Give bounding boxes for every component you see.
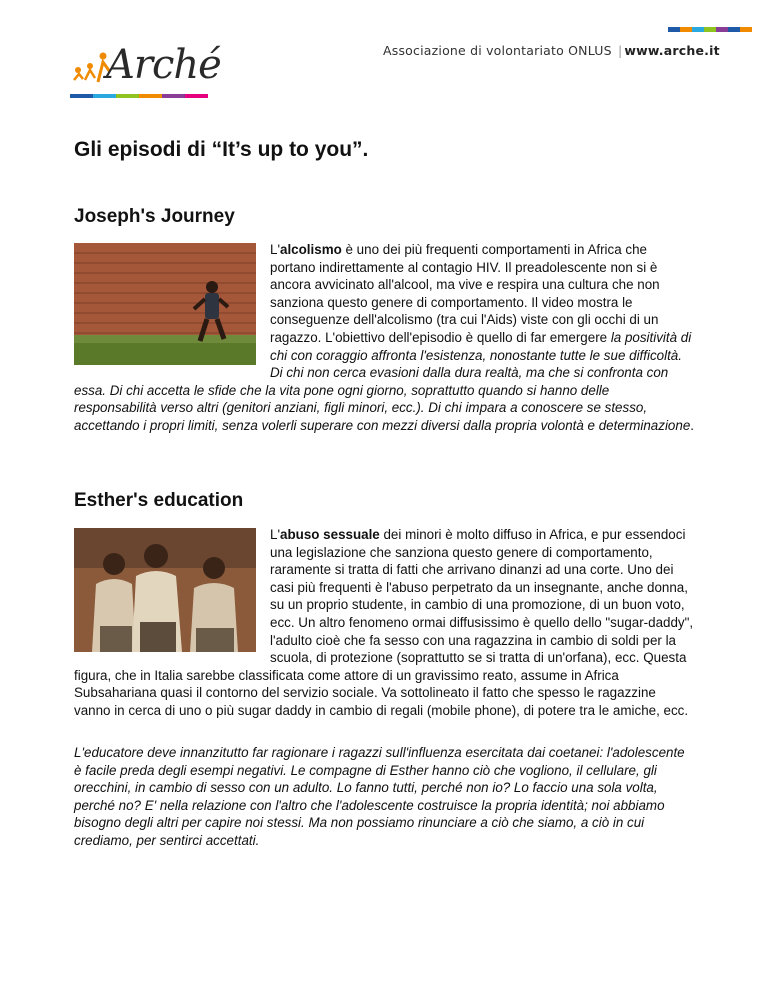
section-heading-esthers-education: Esther's education bbox=[74, 490, 244, 511]
section-heading-josephs-journey: Joseph's Journey bbox=[74, 206, 235, 227]
text-fragment: L' bbox=[270, 242, 281, 257]
logo-bar-segment bbox=[116, 94, 139, 98]
logo-bar-segment bbox=[185, 94, 208, 98]
logo-bar-segment bbox=[70, 94, 93, 98]
logo-bar-segment bbox=[93, 94, 116, 98]
tagline-separator: | bbox=[617, 43, 623, 58]
text-fragment: . bbox=[690, 417, 695, 433]
strip-segment bbox=[692, 27, 704, 32]
website-link[interactable]: www.arche.it bbox=[624, 43, 720, 58]
strip-segment bbox=[704, 27, 716, 32]
section-esthers-education bbox=[74, 526, 694, 720]
logo-wordmark: Arché bbox=[106, 42, 221, 88]
strip-segment bbox=[716, 27, 728, 32]
paragraph-educatore: L'educatore deve innanzitutto far ragionare i ragazzi sull'influenza esercitata dai coetanei: l'adolescente è facile preda degli esempi negativi. Le compagne di Esther hanno ciò che vogliono, il cellulare, gli orecchini, in cambio di sesso con un adulto. Lo fanno tutti, perché non io? Lo faccio una sola volta, perché no? E' nella relazione con l'altro che l'adolescente costruisce la propria identità; noi abbiamo bisogno degli altri per capire noi stessi. Ma non possiamo rinunciare a ciò che siamo, a ciò in cui crediamo, per sentirci accettati. bbox=[74, 745, 685, 848]
strip-segment bbox=[668, 27, 680, 32]
section-josephs-journey bbox=[74, 241, 694, 435]
logo-color-bar bbox=[70, 94, 208, 98]
tagline-text: Associazione di volontariato ONLUS bbox=[383, 43, 612, 58]
arche-logo[interactable] bbox=[70, 42, 221, 98]
photo-schoolgirls-icon bbox=[74, 528, 256, 652]
bold-keyword-alcolismo: alcolismo bbox=[280, 242, 342, 257]
header-tagline bbox=[383, 43, 720, 58]
italic-passage: la positività di chi con coraggio affronta l'esistenza, nonostante tutte le sue difficoltà. Di chi non cerca evasioni dalla dura realtà, ma che si confronta con essa. Di chi accetta le sfide che la vita pone ogni giorno, soprattutto quando si hanno delle responsabilità verso altri (genitori anziani, figli minori, ecc.). Di chi impara a conoscere se stesso, accettando i propri limiti, senza volerli superare con mezzi diversi dalla propria volontà e determinazione bbox=[74, 329, 692, 433]
logo-bar-segment bbox=[162, 94, 185, 98]
strip-segment bbox=[728, 27, 740, 32]
text-fragment: dei minori è molto diffuso in Africa, e pur essendoci una legislazione che sanziona questo genere di comportamento, raramente si tratta di fatti che arrivano dinanzi ad una corte. Uno dei casi più frequenti è l'abuso perpetrato da un insegnante, anche donna, su un proprio studente, in cambio di una promozione, di un buon voto, ecc. Un altro fenomeno ormai diffusissimo è quello dello "sugar-daddy", l'adulto cioè che fa sesso con una ragazzina in cambio di soldi per la scuola, di protezione (soprattutto se si tratta di un'orfana), ecc. Questa figura, che in Italia sarebbe classificata come attore di un gravissimo reato, assume in Africa Subsahariana quasi il contorno del servizio sociale. Va sottolineato il fatto che spesso le ragazzine vanno in cerca di uno o più sugar daddy in cambio di regali (mobile phone), di potere tra le amiche, ecc. bbox=[74, 527, 694, 718]
bold-keyword-abuso: abuso sessuale bbox=[280, 527, 380, 542]
logo-bar-segment bbox=[139, 94, 162, 98]
text-fragment: è uno dei più frequenti comportamenti in Africa che portano indirettamente al contagio HIV. Il preadolescente non si è ancora avvicinato all'alcool, ma vive e respira una cultura che non sanziona questo genere di comportamento. Il video mostra le conseguenze dell'alcolismo (tra cui l'Aids) viste con gli occhi di un ragazzo. L'obiettivo dell'episodio è quello di far emergere bbox=[270, 242, 660, 345]
strip-segment bbox=[680, 27, 692, 32]
photo-boy-running-icon bbox=[74, 243, 256, 365]
text-fragment: L' bbox=[270, 527, 281, 542]
strip-segment bbox=[740, 27, 752, 32]
page-title: Gli episodi di “It’s up to you”. bbox=[74, 138, 369, 161]
top-color-strip bbox=[668, 27, 752, 32]
